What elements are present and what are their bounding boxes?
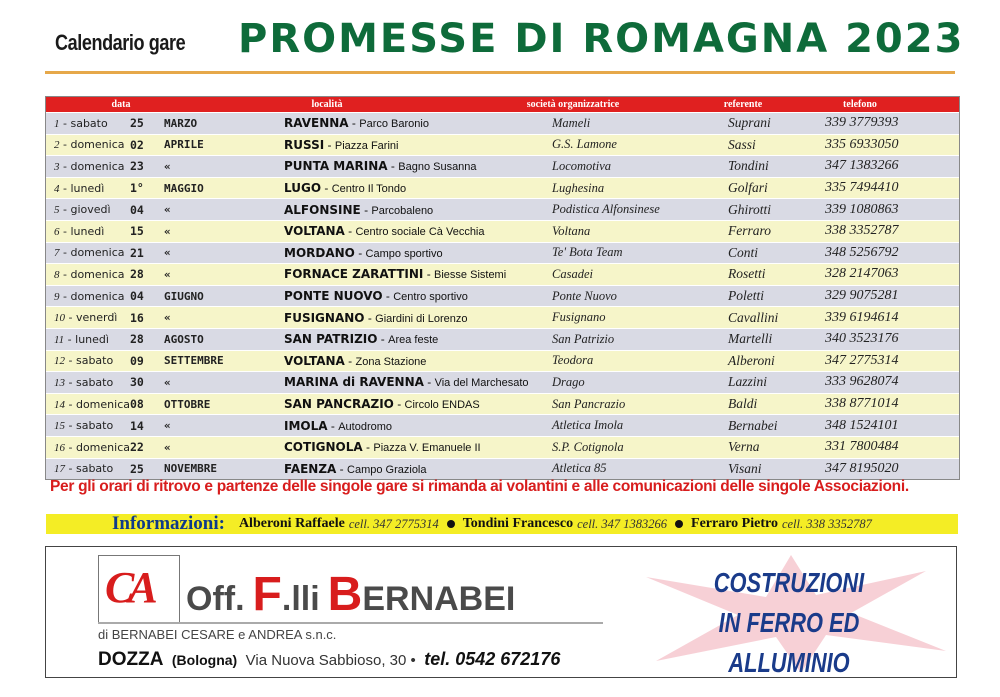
address-town: DOZZA xyxy=(98,649,164,670)
race-location: IMOLA - Autodromo xyxy=(284,418,393,433)
race-number: 4 xyxy=(54,182,60,195)
race-number: 7 xyxy=(54,247,60,260)
race-phone: 347 8195020 xyxy=(825,460,899,476)
race-venue: Biesse Sistemi xyxy=(434,269,507,282)
column-header-localita: località xyxy=(311,99,343,110)
race-venue: Piazza V. Emanuele II xyxy=(373,442,481,455)
table-row xyxy=(46,393,959,415)
race-society: Teodora xyxy=(552,353,594,368)
race-weekday: domenica xyxy=(70,138,125,152)
race-weekday: venerdì xyxy=(75,311,118,325)
race-number: 3 xyxy=(54,160,60,173)
table-row xyxy=(46,371,959,393)
address-phone: tel. 0542 672176 xyxy=(424,649,561,669)
race-number-weekday: 11 - lunedì xyxy=(54,332,109,346)
table-body xyxy=(46,112,959,479)
race-venue: Parcobaleno xyxy=(371,204,434,217)
race-referent: Conti xyxy=(728,244,759,260)
race-venue: Campo Graziola xyxy=(347,463,427,476)
race-number-weekday: 16 - domenica xyxy=(54,440,130,454)
race-day: 16 xyxy=(130,310,144,325)
race-phone: 329 9075281 xyxy=(825,288,899,304)
race-referent: Ghirotti xyxy=(728,201,772,217)
race-location: FUSIGNANO - Giardini di Lorenzo xyxy=(284,310,468,325)
race-referent: Cavallini xyxy=(728,309,779,325)
race-day: 15 xyxy=(130,224,144,239)
race-city: FAENZA xyxy=(284,461,337,476)
logo-monogram: CA xyxy=(105,563,152,612)
race-month: « xyxy=(164,267,171,281)
race-number: 15 xyxy=(54,420,65,433)
race-day: 30 xyxy=(130,375,144,390)
race-referent: Rosetti xyxy=(728,266,766,282)
info-label: Informazioni: xyxy=(112,513,225,534)
race-location: FORNACE ZARATTINI - Biesse Sistemi xyxy=(284,267,507,282)
sponsor-brand xyxy=(186,567,515,622)
race-venue: Centro sociale Cà Vecchia xyxy=(355,226,485,239)
race-number: 6 xyxy=(54,225,60,238)
race-day: 25 xyxy=(130,461,144,476)
race-city: IMOLA xyxy=(284,418,328,433)
race-month: « xyxy=(164,224,171,238)
race-month: « xyxy=(164,419,171,433)
race-number: 12 xyxy=(54,355,65,368)
race-number-weekday: 4 - lunedì xyxy=(54,181,105,195)
race-number: 16 xyxy=(54,441,65,454)
race-society: S.P. Cotignola xyxy=(552,439,624,454)
race-society: Ponte Nuovo xyxy=(552,288,617,303)
race-city: SAN PATRIZIO xyxy=(284,332,378,347)
race-number: 17 xyxy=(54,463,65,476)
race-city: VOLTANA xyxy=(284,224,345,239)
sponsor-banner xyxy=(45,546,957,678)
race-day: 04 xyxy=(130,289,144,304)
race-month: AGOSTO xyxy=(164,332,204,346)
race-weekday: sabato xyxy=(70,116,108,130)
race-city: COTIGNOLA xyxy=(284,440,363,455)
race-phone: 333 9628074 xyxy=(825,374,899,390)
race-city: PONTE NUOVO xyxy=(284,289,383,304)
race-day: 23 xyxy=(130,159,144,174)
column-header-data: data xyxy=(111,99,131,110)
race-month: « xyxy=(164,159,171,173)
table-row xyxy=(46,112,959,134)
page-subtitle: Calendario gare xyxy=(55,30,186,55)
race-number: 9 xyxy=(54,290,60,303)
race-location: MARINA di RAVENNA - Via del Marchesato xyxy=(284,375,529,390)
table-row xyxy=(46,242,959,264)
race-day: 28 xyxy=(130,267,144,282)
race-venue: Centro Il Tondo xyxy=(331,183,407,196)
race-number: 14 xyxy=(54,398,65,411)
race-phone: 338 8771014 xyxy=(825,396,899,412)
contact-cell: cell. 338 3352787 xyxy=(781,516,872,531)
race-number-weekday: 2 - domenica xyxy=(54,138,125,152)
race-venue: Area feste xyxy=(388,334,439,347)
sponsor-slogan xyxy=(676,563,902,683)
brand-underline xyxy=(98,622,603,624)
notice-text: Per gli orari di ritrovo e partenze delle singole gare si rimanda ai volantini e alle comunicazioni delle singole Associazioni. xyxy=(50,478,909,495)
race-day: 21 xyxy=(130,245,144,260)
contact-cell: cell. 347 2775314 xyxy=(348,516,439,531)
race-society: Casadei xyxy=(552,266,593,281)
race-location: RUSSI - Piazza Farini xyxy=(284,137,399,152)
race-phone: 347 2775314 xyxy=(825,352,899,368)
race-referent: Golfari xyxy=(728,180,768,196)
race-weekday: domenica xyxy=(70,159,125,173)
race-day: 02 xyxy=(130,137,144,152)
sponsor-logo xyxy=(98,555,180,623)
race-month: GIUGNO xyxy=(164,289,204,303)
race-number: 10 xyxy=(54,312,65,325)
race-weekday: sabato xyxy=(75,419,114,433)
race-phone: 339 1080863 xyxy=(825,201,899,217)
race-day: 14 xyxy=(130,418,144,433)
race-venue: Parco Baronio xyxy=(359,118,429,131)
race-phone: 348 5256792 xyxy=(825,244,899,260)
race-number-weekday: 5 - giovedì xyxy=(54,203,111,217)
race-society: Drago xyxy=(552,374,585,389)
race-referent: Tondini xyxy=(728,158,769,174)
race-city: RAVENNA xyxy=(284,116,349,131)
race-phone: 339 6194614 xyxy=(825,309,899,325)
race-day: 25 xyxy=(130,116,144,131)
race-number-weekday: 15 - sabato xyxy=(54,419,114,433)
race-venue: Autodromo xyxy=(338,420,393,433)
race-number-weekday: 14 - domenica xyxy=(54,397,130,411)
column-header-telefono: telefono xyxy=(843,99,877,110)
column-header-societa: società organizzatrice xyxy=(526,99,620,110)
table-row xyxy=(46,414,959,436)
address-province: (Bologna) xyxy=(171,652,238,668)
race-location: SAN PATRIZIO - Area feste xyxy=(284,332,439,347)
race-venue: Giardini di Lorenzo xyxy=(375,312,468,325)
race-day: 08 xyxy=(130,397,144,412)
race-city: VOLTANA xyxy=(284,353,345,368)
race-society: Atletica 85 xyxy=(552,461,607,476)
race-referent: Baldi xyxy=(728,396,758,412)
race-city: SAN PANCRAZIO xyxy=(284,397,394,412)
race-number-weekday: 12 - sabato xyxy=(54,354,114,368)
race-month: « xyxy=(164,203,171,217)
page-title: PROMESSE DI ROMAGNA 2023 xyxy=(238,16,965,62)
race-weekday: lunedì xyxy=(70,181,105,195)
race-society: Lughesina xyxy=(552,180,605,195)
race-month: « xyxy=(164,311,171,325)
race-referent: Ferraro xyxy=(728,223,771,239)
race-referent: Martelli xyxy=(728,331,773,347)
race-phone: 328 2147063 xyxy=(825,266,899,282)
race-venue: Campo sportivo xyxy=(365,247,443,260)
race-month: SETTEMBRE xyxy=(164,354,224,368)
bullet-icon xyxy=(675,520,683,528)
race-day: 04 xyxy=(130,202,144,217)
table-row xyxy=(46,177,959,199)
race-city: RUSSI xyxy=(284,137,325,152)
brand-lli: .lli xyxy=(281,580,320,618)
brand-off: Off. xyxy=(186,580,245,618)
race-location: SAN PANCRAZIO - Circolo ENDAS xyxy=(284,397,480,412)
race-weekday: domenica xyxy=(70,289,125,303)
race-weekday: domenica xyxy=(75,440,130,454)
race-referent: Poletti xyxy=(728,288,764,304)
race-weekday: lunedì xyxy=(70,224,105,238)
race-number-weekday: 17 - sabato xyxy=(54,462,114,476)
race-calendar-table xyxy=(45,96,960,480)
race-phone: 348 1524101 xyxy=(825,417,899,433)
race-phone: 338 3352787 xyxy=(825,223,899,239)
race-location: PUNTA MARINA - Bagno Susanna xyxy=(284,159,477,174)
race-location: VOLTANA - Zona Stazione xyxy=(284,353,427,368)
race-day: 09 xyxy=(130,353,144,368)
contact-name: Tondini Francesco xyxy=(462,516,574,531)
header-divider xyxy=(45,71,955,74)
table-row xyxy=(46,285,959,307)
race-referent: Verna xyxy=(728,439,760,455)
race-location: ALFONSINE - Parcobaleno xyxy=(284,202,434,217)
race-number-weekday: 3 - domenica xyxy=(54,159,125,173)
race-phone: 331 7800484 xyxy=(825,439,899,455)
race-venue: Via del Marchesato xyxy=(434,377,529,390)
race-month: « xyxy=(164,375,171,389)
race-weekday: domenica xyxy=(70,267,125,281)
race-month: NOVEMBRE xyxy=(164,462,217,476)
race-city: FUSIGNANO xyxy=(284,310,365,325)
race-number: 11 xyxy=(54,333,65,346)
race-day: 28 xyxy=(130,332,144,347)
race-city: MARINA di RAVENNA xyxy=(284,375,424,390)
race-number: 8 xyxy=(54,268,60,281)
slogan-line-1: COSTRUZIONI xyxy=(713,567,865,598)
table-row xyxy=(46,328,959,350)
race-society: Atletica Imola xyxy=(552,418,624,433)
race-weekday: sabato xyxy=(75,354,114,368)
race-referent: Alberoni xyxy=(728,352,775,368)
race-weekday: giovedì xyxy=(70,203,111,217)
race-weekday: domenica xyxy=(75,397,130,411)
race-month: MAGGIO xyxy=(164,181,204,195)
sponsor-address xyxy=(98,649,560,671)
race-day: 22 xyxy=(130,440,144,455)
race-city: FORNACE ZARATTINI xyxy=(284,267,424,282)
race-society: San Patrizio xyxy=(552,331,615,346)
table-row xyxy=(46,350,959,372)
race-location: PONTE NUOVO - Centro sportivo xyxy=(284,289,468,304)
race-society: Voltana xyxy=(552,223,591,238)
race-society: Podistica Alfonsinese xyxy=(552,202,660,217)
race-number-weekday: 8 - domenica xyxy=(54,267,125,281)
contact-name: Ferraro Pietro xyxy=(691,516,778,531)
race-referent: Lazzini xyxy=(728,374,768,390)
brand-b: B xyxy=(327,568,363,621)
race-phone: 335 7494410 xyxy=(825,180,899,196)
race-number: 13 xyxy=(54,376,65,389)
race-number: 1 xyxy=(54,117,60,130)
race-location: RAVENNA - Parco Baronio xyxy=(284,116,429,131)
table-row xyxy=(46,134,959,156)
race-city: PUNTA MARINA xyxy=(284,159,388,174)
race-number-weekday: 6 - lunedì xyxy=(54,224,105,238)
race-venue: Piazza Farini xyxy=(334,139,399,152)
race-society: Te' Bota Team xyxy=(552,245,623,260)
race-referent: Visani xyxy=(728,460,762,476)
race-phone: 335 6933050 xyxy=(825,136,899,152)
brand-rest: ERNABEI xyxy=(362,580,516,618)
race-month: « xyxy=(164,246,171,260)
table-row xyxy=(46,458,959,480)
race-venue: Centro sportivo xyxy=(393,291,468,304)
race-referent: Bernabei xyxy=(728,417,778,433)
race-phone: 340 3523176 xyxy=(825,331,899,347)
race-referent: Sassi xyxy=(728,136,756,152)
race-weekday: lunedì xyxy=(75,332,109,346)
slogan-line-2: IN FERRO ED ALLUMINIO xyxy=(718,607,860,678)
race-society: San Pancrazio xyxy=(552,396,626,411)
race-venue: Bagno Susanna xyxy=(398,161,477,174)
race-venue: Circolo ENDAS xyxy=(404,399,480,412)
table-row xyxy=(46,155,959,177)
race-day: 1° xyxy=(130,181,144,196)
race-location: MORDANO - Campo sportivo xyxy=(284,245,443,260)
table-row xyxy=(46,198,959,220)
table-row xyxy=(46,306,959,328)
race-number-weekday: 10 - venerdì xyxy=(54,311,118,325)
table-row xyxy=(46,220,959,242)
race-weekday: sabato xyxy=(75,462,114,476)
brand-f: F xyxy=(252,568,282,621)
race-number-weekday: 13 - sabato xyxy=(54,375,114,389)
race-location: LUGO - Centro Il Tondo xyxy=(284,181,407,196)
table-row xyxy=(46,263,959,285)
race-number: 2 xyxy=(54,139,60,152)
race-city: MORDANO xyxy=(284,245,355,260)
race-location: COTIGNOLA - Piazza V. Emanuele II xyxy=(284,440,481,455)
table-header xyxy=(46,97,959,112)
bullet-icon xyxy=(447,520,455,528)
race-location: VOLTANA - Centro sociale Cà Vecchia xyxy=(284,224,485,239)
race-venue: Zona Stazione xyxy=(355,355,427,368)
race-society: Mameli xyxy=(552,115,591,130)
race-number: 5 xyxy=(54,204,60,217)
contact-name: Alberoni Raffaele xyxy=(238,516,345,531)
race-number-weekday: 9 - domenica xyxy=(54,289,125,303)
race-month: APRILE xyxy=(164,138,204,152)
race-month: « xyxy=(164,440,171,454)
race-month: MARZO xyxy=(164,116,198,130)
race-number-weekday: 7 - domenica xyxy=(54,246,125,260)
race-month: OTTOBRE xyxy=(164,397,211,411)
race-society: G.S. Lamone xyxy=(552,137,617,152)
race-weekday: domenica xyxy=(70,246,125,260)
race-society: Fusignano xyxy=(552,310,606,325)
race-phone: 339 3779393 xyxy=(825,115,899,131)
race-society: Locomotiva xyxy=(552,158,612,173)
race-city: LUGO xyxy=(284,181,322,196)
table-row xyxy=(46,436,959,458)
sponsor-owners: di BERNABEI CESARE e ANDREA s.n.c. xyxy=(98,627,337,642)
race-location: FAENZA - Campo Graziola xyxy=(284,461,427,476)
race-weekday: sabato xyxy=(75,375,114,389)
page-header xyxy=(52,14,965,72)
column-header-referente: referente xyxy=(723,99,763,110)
race-city: ALFONSINE xyxy=(284,202,361,217)
race-referent: Suprani xyxy=(728,115,771,131)
contact-cell: cell. 347 1383266 xyxy=(577,516,668,531)
address-street: Via Nuova Sabbioso, 30 • xyxy=(245,652,416,669)
info-bar xyxy=(46,514,958,534)
race-number-weekday: 1 - sabato xyxy=(54,116,108,130)
race-phone: 347 1383266 xyxy=(825,158,899,174)
